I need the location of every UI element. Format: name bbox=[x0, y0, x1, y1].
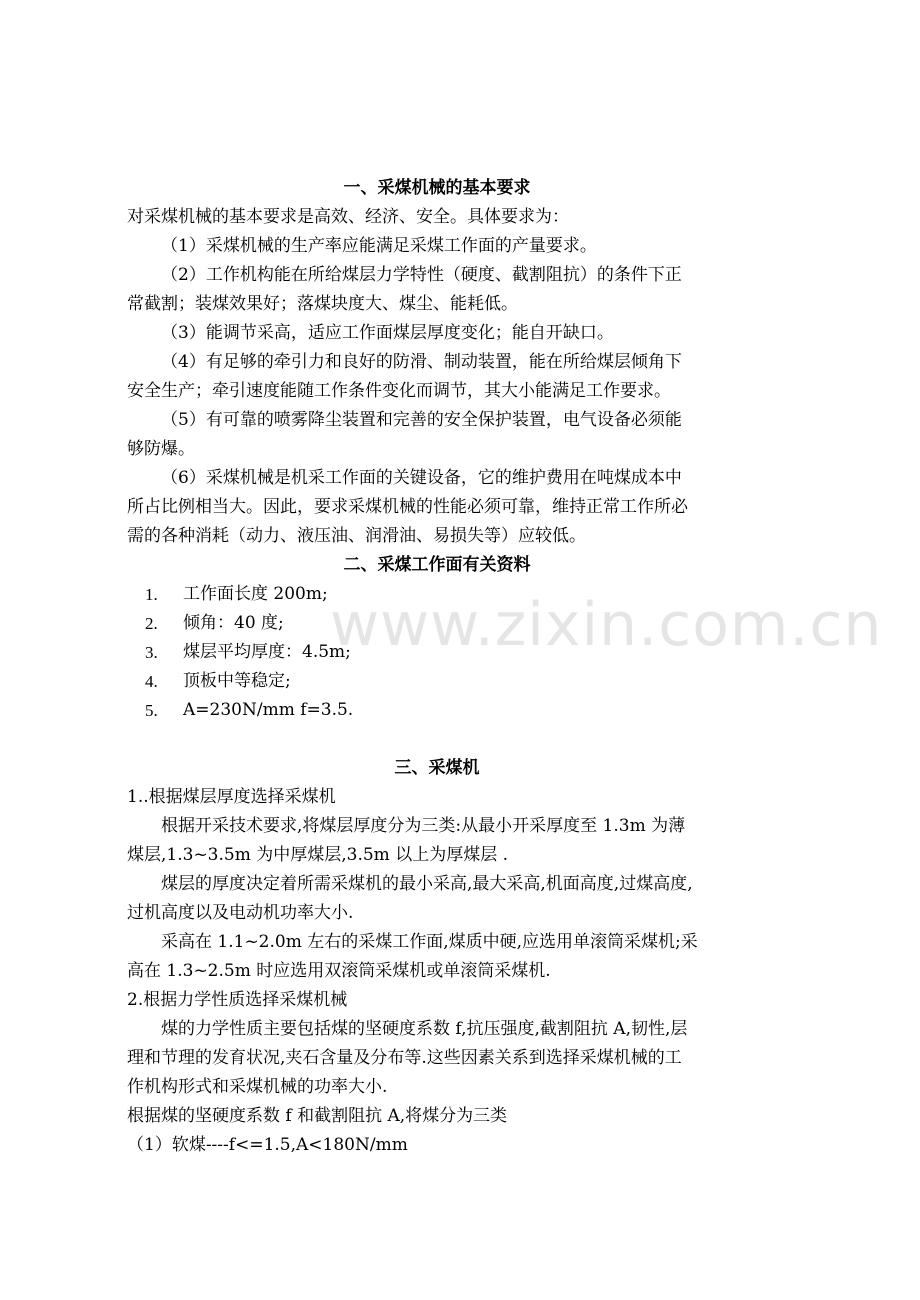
list-text: A=230N/mm f=3.5. bbox=[183, 700, 354, 720]
list-number: 4. bbox=[145, 672, 158, 691]
paragraph-4-line1: 煤的力学性质主要包括煤的坚硬度系数 f,抗压强度,截割阻抗 A,韧性,层 bbox=[161, 1019, 688, 1039]
section1-intro: 对采煤机械的基本要求是高效、经济、安全。具体要求为： bbox=[127, 207, 569, 227]
paragraph-4-line3: 作机构形式和采煤机械的功率大小. bbox=[127, 1077, 388, 1097]
list-text: 工作面长度 200m; bbox=[183, 584, 328, 604]
requirement-4-line2: 安全生产；牵引速度能随工作条件变化而调节，其大小能满足工作要求。 bbox=[127, 381, 671, 401]
requirement-6-line3: 需的各种消耗（动力、液压油、润滑油、易损失等）应较低。 bbox=[127, 526, 586, 546]
section2-title: 二、采煤工作面有关资料 bbox=[343, 555, 531, 575]
requirement-6-line1: （6）采煤机械是机采工作面的关键设备，它的维护费用在吨煤成本中 bbox=[161, 468, 682, 488]
document-page bbox=[127, 174, 747, 1160]
paragraph-3-line2: 高在 1.3~2.5m 时应选用双滚筒采煤机或单滚筒采煤机. bbox=[127, 961, 551, 981]
requirement-5-line2: 够防爆。 bbox=[127, 439, 195, 459]
paragraph-2-line2: 过机高度以及电动机功率大小. bbox=[127, 903, 354, 923]
list-number: 2. bbox=[145, 614, 158, 633]
requirement-2-line1: （2）工作机构能在所给煤层力学特性（硬度、截割阻抗）的条件下正 bbox=[161, 265, 682, 285]
section3-title: 三、采煤机 bbox=[394, 758, 480, 778]
section1-title: 一、采煤机械的基本要求 bbox=[343, 178, 531, 198]
paragraph-1-line2: 煤层,1.3~3.5m 为中厚煤层,3.5m 以上为厚煤层 . bbox=[127, 845, 509, 865]
watermark: www.zixin.com.cn bbox=[330, 590, 883, 660]
requirement-4-line1: （4）有足够的牵引力和良好的防滑、制动装置，能在所给煤层倾角下 bbox=[161, 352, 682, 372]
list-number: 1. bbox=[145, 585, 158, 604]
paragraph-3-line1: 采高在 1.1~2.0m 左右的采煤工作面,煤质中硬,应选用单滚筒采煤机;采 bbox=[161, 932, 698, 952]
spacer bbox=[127, 725, 747, 754]
list-item bbox=[127, 638, 747, 667]
requirement-5-line1: （5）有可靠的喷雾降尘装置和完善的安全保护装置，电气设备必须能 bbox=[161, 410, 682, 430]
paragraph-6: （1）软煤----f<=1.5,A<180N/mm bbox=[127, 1135, 408, 1155]
list-item bbox=[127, 667, 747, 696]
requirement-1: （1）采煤机械的生产率应能满足采煤工作面的产量要求。 bbox=[161, 236, 597, 256]
list-item bbox=[127, 609, 747, 638]
paragraph-4-line2: 理和节理的发育状况,夹石含量及分布等.这些因素关系到选择采煤机械的工 bbox=[127, 1048, 682, 1068]
subheading-1: 1..根据煤层厚度选择采煤机 bbox=[127, 787, 336, 807]
requirement-2-line2: 常截割；装煤效果好；落煤块度大、煤尘、能耗低。 bbox=[127, 294, 518, 314]
requirement-6-line2: 所占比例相当大。因此，要求采煤机械的性能必须可靠，维持正常工作所必 bbox=[127, 497, 688, 517]
list-text: 顶板中等稳定; bbox=[183, 671, 291, 691]
list-number: 5. bbox=[145, 701, 158, 720]
list-text: 倾角：40 度; bbox=[183, 613, 284, 633]
paragraph-2-line1: 煤层的厚度决定着所需采煤机的最小采高,最大采高,机面高度,过煤高度, bbox=[161, 874, 693, 894]
list-number: 3. bbox=[145, 643, 158, 662]
list-item bbox=[127, 696, 747, 725]
list-item bbox=[127, 580, 747, 609]
paragraph-5: 根据煤的坚硬度系数 f 和截割阻抗 A,将煤分为三类 bbox=[127, 1106, 508, 1126]
list-text: 煤层平均厚度：4.5m; bbox=[183, 642, 351, 662]
paragraph-1-line1: 根据开采技术要求,将煤层厚度分为三类:从最小开采厚度至 1.3m 为薄 bbox=[161, 816, 686, 836]
requirement-3: （3）能调节采高，适应工作面煤层厚度变化；能自开缺口。 bbox=[161, 323, 614, 343]
subheading-2: 2.根据力学性质选择采煤机械 bbox=[127, 990, 348, 1010]
